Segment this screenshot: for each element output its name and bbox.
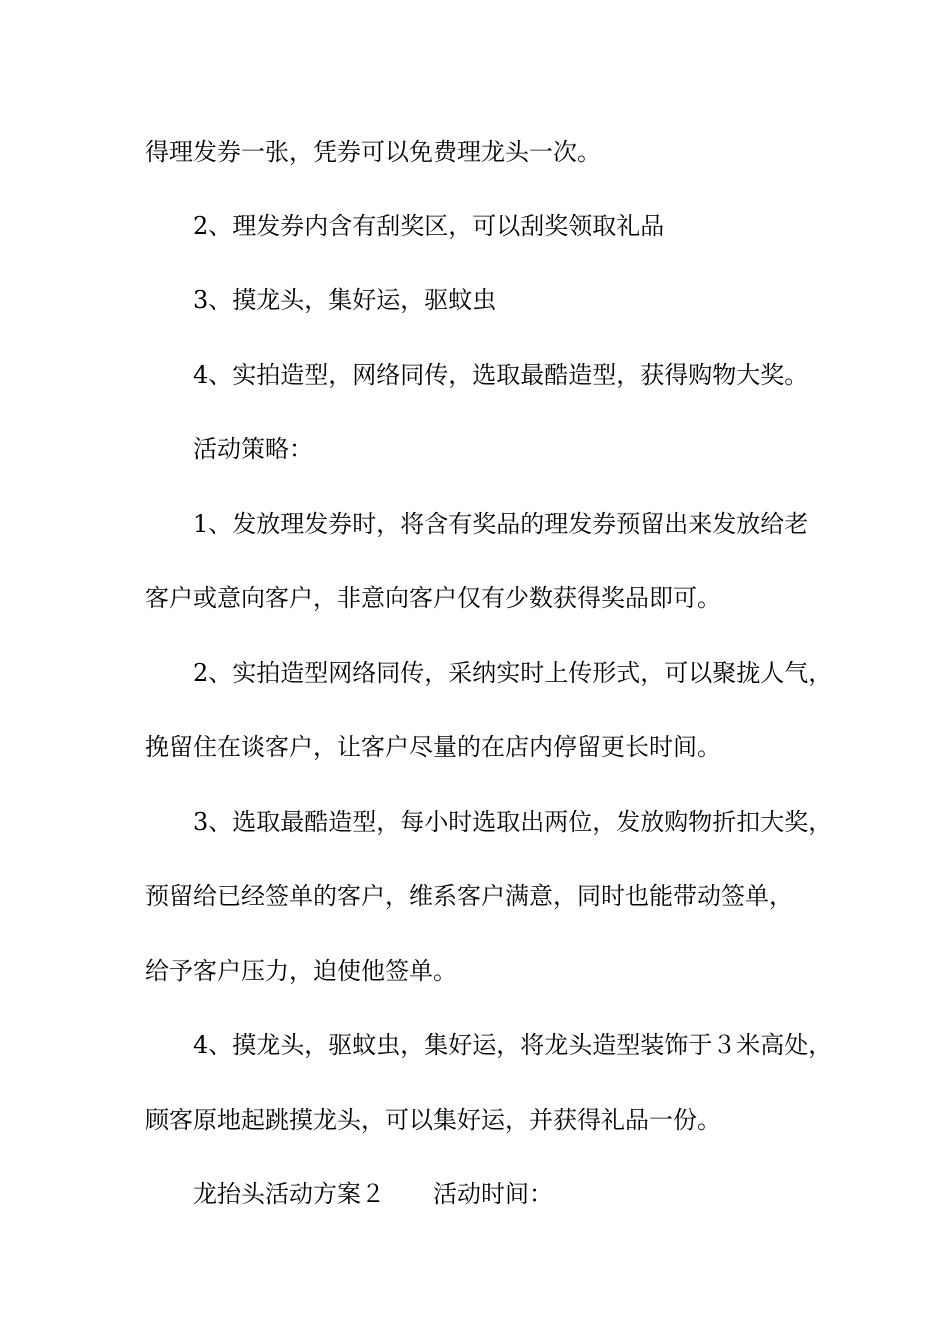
strategy-item-3-line-1: 3、选取最酷造型，每小时选取出两位，发放购物折扣大奖， (193, 808, 833, 836)
strategy-item-3-line-3: 给予客户压力，迫使他签单。 (145, 957, 457, 985)
strategy-item-3-line-2: 预留给已经签单的客户，维系客户满意，同时也能带动签单， (145, 882, 793, 910)
list-item-4: 4、实拍造型，网络同传，选取最酷造型，获得购物大奖。 (193, 361, 809, 389)
list-item-3: 3、摸龙头，集好运，驱蚊虫 (193, 286, 497, 314)
strategy-item-1-line-2: 客户或意向客户，非意向客户仅有少数获得奖品即可。 (145, 584, 721, 612)
section-heading-plan-2: 龙抬头活动方案２ 活动时间： (193, 1180, 553, 1208)
list-item-2: 2、理发券内含有刮奖区，可以刮奖领取礼品 (193, 212, 665, 240)
strategy-item-4-line-1: 4、摸龙头，驱蚊虫，集好运，将龙头造型装饰于３米高处， (193, 1031, 833, 1059)
strategy-item-1-line-1: 1、发放理发券时，将含有奖品的理发券预留出来发放给老 (193, 510, 809, 538)
section-heading-strategy: 活动策略： (193, 435, 313, 463)
strategy-item-4-line-2: 顾客原地起跳摸龙头，可以集好运，并获得礼品一份。 (145, 1106, 721, 1134)
strategy-item-2-line-1: 2、实拍造型网络同传，采纳实时上传形式，可以聚拢人气， (193, 659, 833, 687)
strategy-item-2-line-2: 挽留住在谈客户，让客户尽量的在店内停留更长时间。 (145, 733, 721, 761)
text-line-continuation: 得理发券一张，凭券可以免费理龙头一次。 (145, 138, 601, 166)
